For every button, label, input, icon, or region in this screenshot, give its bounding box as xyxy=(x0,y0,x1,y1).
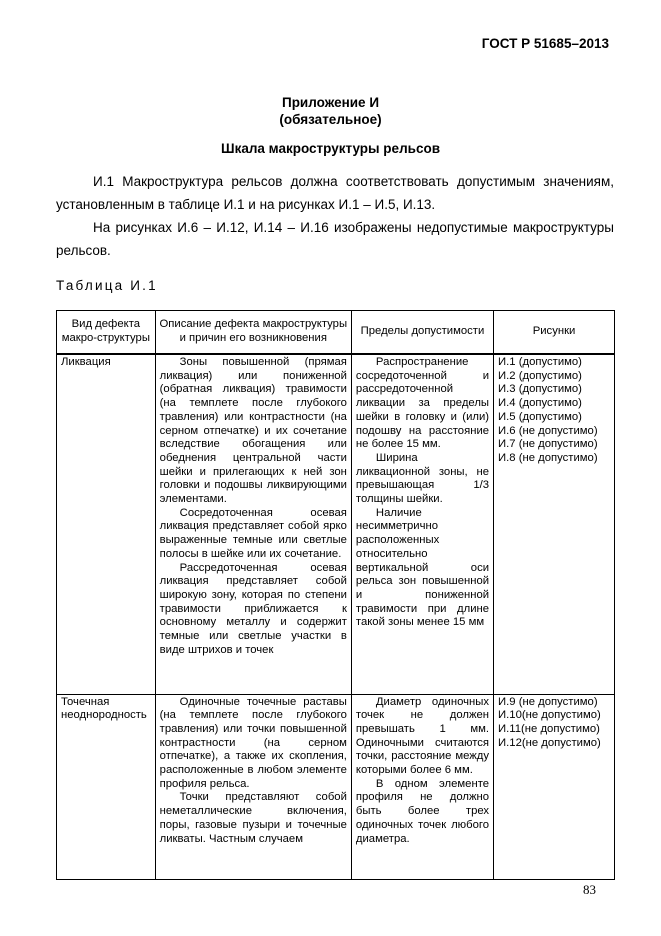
figure-ref: И.12(не допустимо) xyxy=(498,736,601,749)
document-code: ГОСТ Р 51685–2013 xyxy=(481,36,609,51)
page-number: 83 xyxy=(583,882,596,897)
figure-ref: И.2 (допустимо) xyxy=(498,369,582,382)
limits-paragraph: Диаметр одиночных точек не должен превышать 1 мм. Одиночными считаются точки, расстояние между которыми более 6 мм. xyxy=(355,695,490,777)
table-header-row xyxy=(57,311,615,355)
section-heading: Шкала макроструктуры рельсов xyxy=(221,141,440,156)
paragraph-1: И.1 Макроструктура рельсов должна соответствовать допустимым значениям, установленным в таблице И.1 и на рисунках И.1 – И.5, И.13. xyxy=(56,174,614,212)
figure-ref: И.10(не допустимо) xyxy=(498,709,601,722)
limits-paragraph: Распространение сосредоточенной и рассредоточенной ликвации за пределы шейки в головку и (или) подошву на расстояние не более 15 мм. xyxy=(355,356,490,451)
figure-ref: И.9 (не допустимо) xyxy=(498,695,598,708)
figure-ref: И.1 (допустимо) xyxy=(498,356,582,368)
figures-cell xyxy=(494,354,615,694)
defect-type-cell: Ликвация xyxy=(57,354,156,694)
table-caption: Таблица И.1 xyxy=(56,278,158,293)
table-row xyxy=(57,354,615,694)
description-paragraph: Сосредоточенная осевая ликвация представляет собой ярко выраженные темные или светлые полосы в шейке или их сочетание. xyxy=(159,506,347,560)
limits-cell xyxy=(351,354,493,694)
figure-ref: И.8 (не допустимо) xyxy=(498,451,598,464)
appendix-title: Приложение И xyxy=(281,95,380,110)
figure-ref: И.6 (не допустимо) xyxy=(498,424,598,437)
description-paragraph: Рассредоточенная осевая ликвация представляет собой широкую зону, которая по степени травимости приближается к основному металлу и содержит темные или светлые участки в виде штрихов и точек xyxy=(159,561,347,656)
limits-paragraph: Наличие несимметрично расположенных относительно вертикальной оси рельса зон повышенной и пониженной травимости при длине такой зоны менее 15 мм xyxy=(355,506,490,629)
limits-paragraph: В одном элементе профиля не должно быть более трех одиночных точек любого диаметра. xyxy=(355,777,490,845)
description-paragraph: Точки представляют собой неметаллические включения, поры, газовые пузыри и точечные ликваты. Частным случаем xyxy=(159,791,347,845)
header-limits: Пределы допустимости xyxy=(351,311,493,355)
paragraph-2: На рисунках И.6 – И.12, И.14 – И.16 изображены недопустимые макроструктуры рельсов. xyxy=(56,220,614,258)
description-cell xyxy=(155,694,351,879)
appendix-subtitle: (обязательное) xyxy=(279,112,382,127)
figure-ref: И.4 (допустимо) xyxy=(498,397,582,410)
header-defect-type: Вид дефекта макро-структуры xyxy=(57,311,156,355)
figure-ref: И.7 (не допустимо) xyxy=(498,438,598,451)
description-paragraph: Одиночные точечные раставы (на темплете после глубокого травления) или точки повышенной контрастности (на серном отпечатке), а также их скопления, расположенные в любом элементе профиля рельса. xyxy=(159,695,347,790)
description-paragraph: Зоны повышенной (прямая ликвация) или пониженной (обратная ликвация) травимости (на темплете после глубокого травления) или контрастности (на серном отпечатке) и их сочетание вследствие обогащения или обеднения центральной части шейки и прилегающих к ней зон головки и подошвы ликвирующими элементами. xyxy=(159,356,347,506)
header-figures: Рисунки xyxy=(494,311,615,355)
figures-cell xyxy=(494,694,615,879)
header-description: Описание дефекта макроструктуры и причин его возникновения xyxy=(155,311,351,355)
table-row xyxy=(57,694,615,879)
figure-ref: И.5 (допустимо) xyxy=(498,410,582,423)
description-cell xyxy=(155,354,351,694)
figure-ref: И.11(не допустимо) xyxy=(498,722,600,735)
appendix-title-block xyxy=(0,94,661,128)
limits-paragraph: Ширина ликвационной зоны, не превышающая 1/3 толщины шейки. xyxy=(355,451,490,506)
figure-ref: И.3 (допустимо) xyxy=(498,383,582,396)
macrostructure-table xyxy=(56,310,615,880)
defect-type-cell: Точечная неоднородность xyxy=(57,694,156,879)
limits-cell xyxy=(351,694,493,879)
